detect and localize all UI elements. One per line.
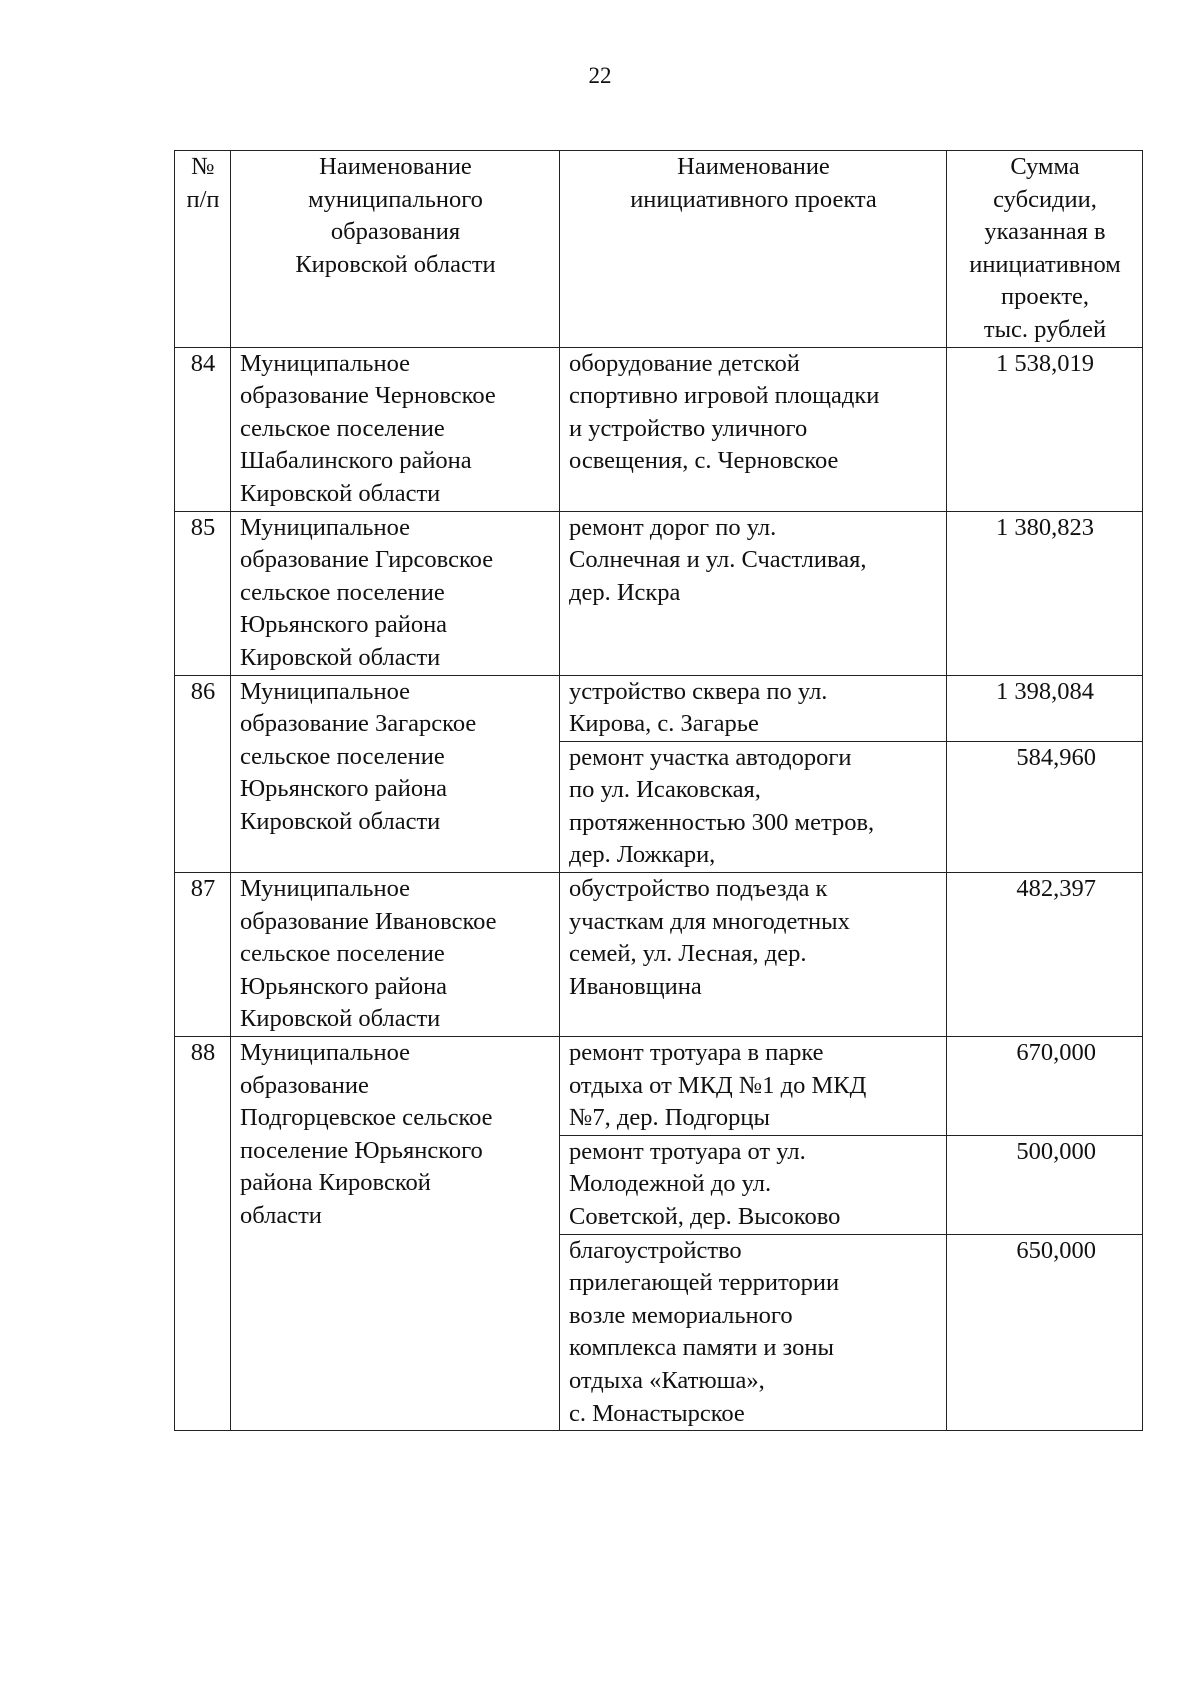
header-municipality — [231, 151, 560, 348]
header-text: № — [191, 153, 215, 180]
municipality-line: образование Гирсовское — [240, 546, 494, 574]
row-number: 86 — [175, 675, 231, 873]
municipality-line: Муниципальное — [240, 677, 411, 705]
table-row — [175, 873, 1143, 1037]
municipality-line: Муниципальное — [240, 875, 411, 903]
header-text: указанная в — [984, 218, 1106, 246]
project-line: с. Монастырское — [569, 1399, 745, 1427]
project-line: Молодежной до ул. — [569, 1170, 772, 1198]
municipality-cell — [231, 347, 560, 511]
header-text: субсидии, — [993, 185, 1097, 213]
project-cell — [560, 873, 947, 1037]
table-body — [175, 347, 1143, 1431]
header-text: муниципального — [308, 185, 483, 213]
municipality-line: Юрьянского района — [240, 775, 448, 803]
project-cell — [560, 511, 947, 675]
municipality-cell — [231, 1037, 560, 1431]
project-line: ремонт тротуара в парке — [569, 1039, 824, 1067]
table-row — [175, 675, 1143, 741]
municipality-line: сельское поселение — [240, 414, 445, 442]
municipality-line: Юрьянского района — [240, 972, 448, 1000]
project-line: ремонт тротуара от ул. — [569, 1137, 806, 1165]
project-line: и устройство уличного — [569, 414, 808, 442]
project-cell — [560, 675, 947, 741]
project-line: устройство сквера по ул. — [569, 677, 828, 705]
header-text: инициативного проекта — [630, 185, 877, 213]
project-line: дер. Искра — [569, 578, 681, 606]
header-text: п/п — [186, 185, 220, 213]
municipality-line: образование — [240, 1071, 369, 1099]
project-line: по ул. Исаковская, — [569, 776, 761, 804]
project-line: ремонт дорог по ул. — [569, 513, 777, 541]
project-line: спортивно игровой площадки — [569, 382, 880, 410]
header-text: образования — [330, 218, 461, 246]
subsidy-sum: 1 380,823 — [947, 511, 1143, 675]
subsidy-sum: 650,000 — [947, 1234, 1143, 1431]
project-line: семей, ул. Лесная, дер. — [569, 940, 807, 968]
subsidy-table — [174, 150, 1143, 1431]
project-line: дер. Ложкари, — [569, 841, 716, 869]
row-number: 84 — [175, 347, 231, 511]
header-project — [560, 151, 947, 348]
project-line: обустройство подъезда к — [569, 875, 828, 903]
municipality-line: Муниципальное — [240, 513, 411, 541]
municipality-line: Подгорцевское сельское — [240, 1104, 493, 1132]
municipality-cell — [231, 511, 560, 675]
project-line: участкам для многодетных — [569, 907, 850, 935]
header-text: тыс. рублей — [983, 315, 1107, 343]
table-row — [175, 347, 1143, 511]
project-line: оборудование детской — [569, 349, 800, 377]
project-line: Кирова, с. Загарье — [569, 710, 759, 738]
project-cell — [560, 1037, 947, 1136]
project-line: отдыха «Катюша», — [569, 1366, 765, 1394]
municipality-line: образование Ивановское — [240, 907, 497, 935]
project-line: благоустройство — [569, 1236, 742, 1264]
header-text: Кировской области — [295, 250, 496, 278]
municipality-line: сельское поселение — [240, 940, 445, 968]
municipality-line: Кировской области — [240, 643, 441, 671]
project-line: Советской, дер. Высоково — [569, 1203, 841, 1230]
municipality-line: Шабалинского района — [240, 447, 472, 475]
project-cell — [560, 347, 947, 511]
municipality-line: области — [240, 1202, 322, 1229]
municipality-line: образование Черновское — [240, 382, 496, 410]
municipality-line: района Кировской — [240, 1169, 431, 1197]
table-row — [175, 1037, 1143, 1136]
subsidy-sum: 584,960 — [947, 741, 1143, 872]
municipality-line: Кировской области — [240, 1005, 441, 1033]
project-line: №7, дер. Подгорцы — [569, 1104, 770, 1132]
subsidy-sum: 670,000 — [947, 1037, 1143, 1136]
subsidy-sum: 1 398,084 — [947, 675, 1143, 741]
table-row — [175, 511, 1143, 675]
municipality-cell — [231, 873, 560, 1037]
municipality-line: Кировской области — [240, 479, 441, 507]
project-line: Ивановщина — [569, 972, 702, 1000]
municipality-line: Кировской области — [240, 807, 441, 835]
municipality-line: Муниципальное — [240, 349, 411, 377]
subsidy-sum: 482,397 — [947, 873, 1143, 1037]
project-line: возле мемориального — [569, 1301, 793, 1329]
page-number: 22 — [588, 63, 612, 88]
row-number: 88 — [175, 1037, 231, 1431]
municipality-line: Юрьянского района — [240, 611, 448, 639]
row-number: 87 — [175, 873, 231, 1037]
municipality-line: образование Загарское — [240, 710, 477, 738]
project-line: комплекса памяти и зоны — [569, 1334, 834, 1362]
project-line: освещения, с. Черновское — [569, 447, 839, 475]
project-line: отдыха от МКД №1 до МКД — [569, 1071, 867, 1099]
header-text: проекте, — [1000, 283, 1090, 311]
header-num — [175, 151, 231, 348]
project-cell — [560, 1135, 947, 1234]
municipality-line: сельское поселение — [240, 742, 445, 770]
municipality-line: Муниципальное — [240, 1039, 411, 1067]
table-header — [175, 151, 1143, 348]
header-text: Наименование — [677, 153, 830, 180]
project-line: ремонт участка автодороги — [569, 743, 852, 771]
municipality-cell — [231, 675, 560, 873]
project-line: прилегающей территории — [569, 1269, 840, 1297]
row-number: 85 — [175, 511, 231, 675]
project-cell — [560, 741, 947, 872]
header-text: Наименование — [319, 153, 472, 180]
project-cell — [560, 1234, 947, 1431]
header-sum — [947, 151, 1143, 348]
municipality-line: поселение Юрьянского — [240, 1136, 483, 1164]
project-line: Солнечная и ул. Счастливая, — [569, 546, 867, 574]
header-text: инициативном — [969, 250, 1121, 278]
header-text: Сумма — [1010, 153, 1080, 180]
municipality-line: сельское поселение — [240, 578, 445, 606]
project-line: протяженностью 300 метров, — [569, 808, 875, 836]
header-row — [175, 151, 1143, 348]
subsidy-sum: 500,000 — [947, 1135, 1143, 1234]
subsidy-sum: 1 538,019 — [947, 347, 1143, 511]
